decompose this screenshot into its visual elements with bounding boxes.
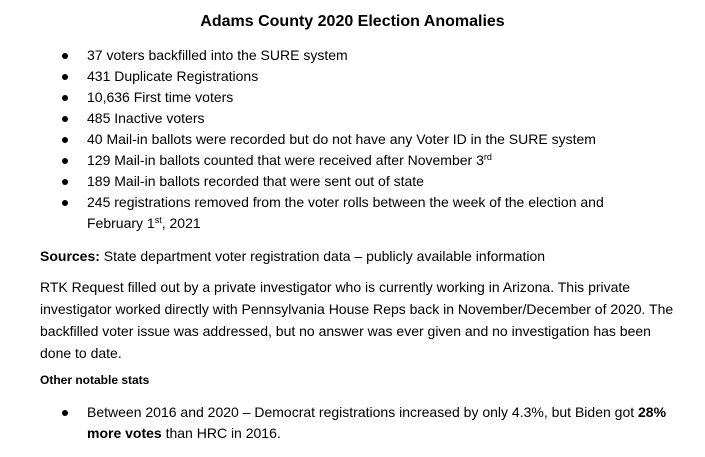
list-item (62, 402, 672, 444)
list-item-text: 245 registrations removed from the voter rolls between the week of the election and February 1 (87, 194, 604, 231)
bullet-icon (62, 137, 68, 143)
list-item-text-suffix: , 2021 (161, 215, 201, 231)
list-item (62, 192, 662, 234)
list-item-text-suffix: than HRC in 2016. (161, 425, 281, 441)
list-item (62, 45, 662, 66)
bullet-icon (62, 95, 68, 101)
superscript: rd (483, 152, 492, 162)
list-item-text: 431 Duplicate Registrations (87, 68, 259, 84)
list-item-text: 485 Inactive voters (87, 110, 205, 126)
sources-line (40, 246, 680, 267)
other-stats-heading: Other notable stats (40, 373, 150, 387)
document-title: Adams County 2020 Election Anomalies (200, 13, 505, 30)
list-item-text: 10,636 First time voters (87, 89, 234, 105)
list-item (62, 66, 662, 87)
bullet-icon (62, 410, 68, 416)
bullet-icon (62, 53, 68, 59)
list-item-text: Between 2016 and 2020 – Democrat registrations increased by only 4.3%, but Biden got (87, 404, 639, 420)
bullet-icon (62, 116, 68, 122)
bullet-icon (62, 158, 68, 164)
anomalies-list (62, 45, 662, 234)
list-item (62, 150, 662, 171)
other-stats-list (62, 402, 672, 444)
list-item-text: 189 Mail-in ballots recorded that were sent out of state (87, 173, 424, 189)
bold-highlight: 28% more votes (87, 404, 667, 441)
bullet-icon (62, 200, 68, 206)
list-item-text: 37 voters backfilled into the SURE system (87, 47, 348, 63)
list-item (62, 171, 662, 192)
sources-label: Sources: (40, 248, 100, 264)
list-item (62, 129, 662, 150)
list-item-text: 40 Mail-in ballots were recorded but do not have any Voter ID in the SURE system (87, 131, 596, 147)
bullet-icon (62, 74, 68, 80)
list-item (62, 87, 662, 108)
bullet-icon (62, 179, 68, 185)
sources-text: State department voter registration data – publicly available information (99, 248, 546, 264)
list-item (62, 108, 662, 129)
list-item-text: 129 Mail-in ballots counted that were received after November 3 (87, 152, 484, 168)
rtk-paragraph: RTK Request filled out by a private investigator who is currently working in Arizona. This private investigator worked directly with Pennsylvania House Reps back in November/December of 2020. The backfilled voter issue was addressed, but no answer was ever given and no investigation has been done to date. (40, 279, 674, 361)
superscript: st (154, 215, 162, 225)
